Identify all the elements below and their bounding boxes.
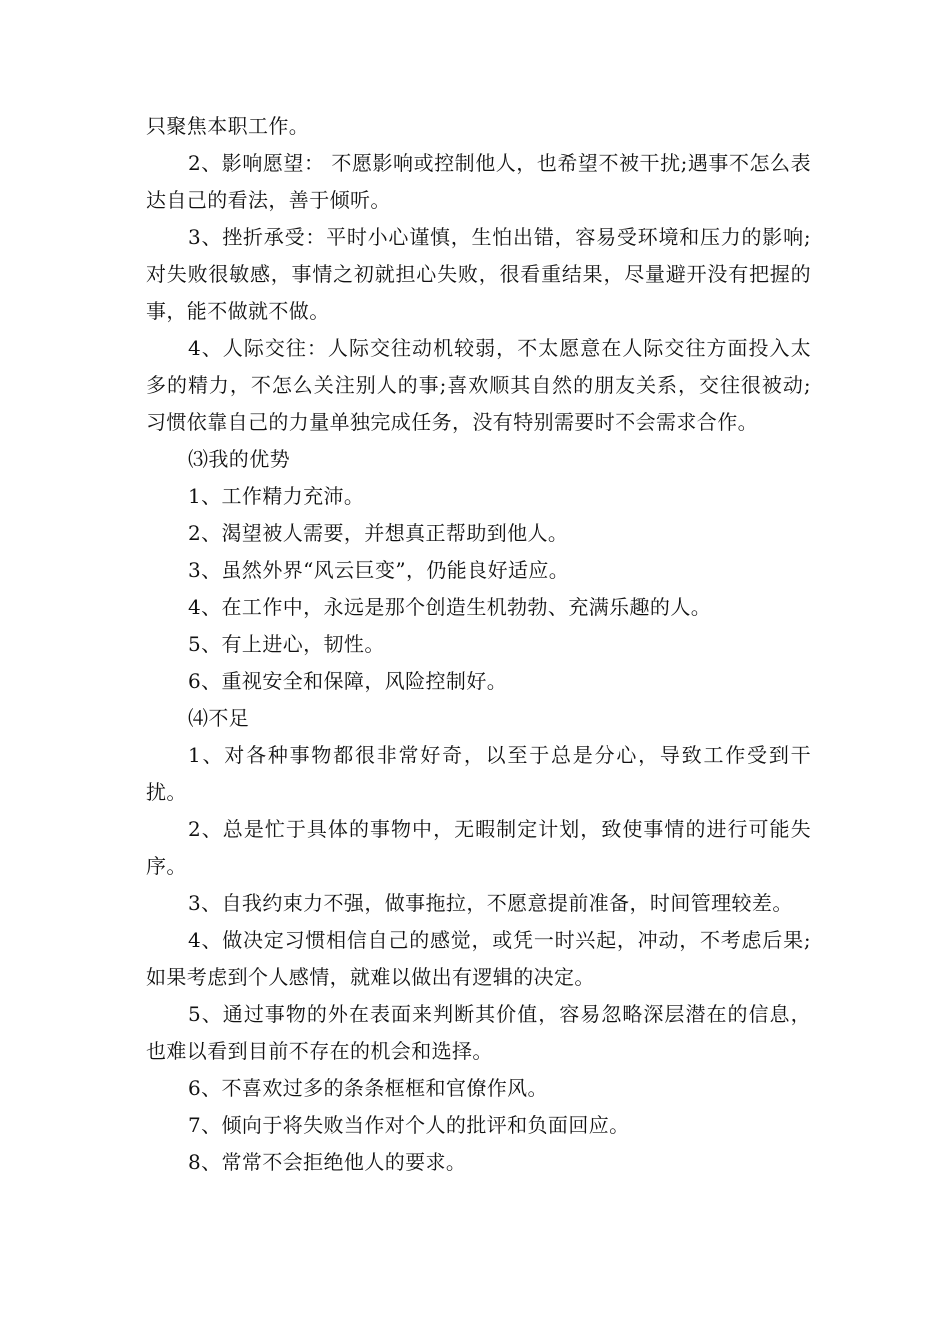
list-item: 2、总是忙于具体的事物中，无暇制定计划，致使事情的进行可能失序。 <box>146 817 811 878</box>
list-item: 7、倾向于将失败当作对个人的批评和负面回应。 <box>188 1113 630 1137</box>
paragraph: 2、影响愿望： 不愿影响或控制他人，也希望不被干扰;遇事不怎么表达自己的看法，善于倾听。 <box>146 151 811 212</box>
paragraph: 3、挫折承受：平时小心谨慎，生怕出错，容易受环境和压力的影响;对失败很敏感，事情之初就担心失败，很看重结果，尽量避开没有把握的事，能不做就不做。 <box>146 225 811 323</box>
list-item: 4、在工作中，永远是那个创造生机勃勃、充满乐趣的人。 <box>188 595 712 619</box>
list-item: 1、工作精力充沛。 <box>188 484 365 508</box>
section-heading-strengths: ⑶我的优势 <box>188 447 290 471</box>
list-item: 8、常常不会拒绝他人的要求。 <box>188 1150 467 1174</box>
paragraph: 4、人际交往：人际交往动机较弱，不太愿意在人际交往方面投入太多的精力，不怎么关注别人的事;喜欢顺其自然的朋友关系，交往很被动;习惯依靠自己的力量单独完成任务，没有特别需要时不会需求合作。 <box>146 336 811 434</box>
section-heading-weaknesses: ⑷不足 <box>188 706 250 730</box>
list-item: 3、自我约束力不强，做事拖拉，不愿意提前准备，时间管理较差。 <box>188 891 793 915</box>
list-item: 5、通过事物的外在表面来判断其价值，容易忽略深层潜在的信息，也难以看到目前不存在的机会和选择。 <box>146 1002 811 1063</box>
document-body <box>146 108 811 1181</box>
paragraph: 只聚焦本职工作。 <box>146 114 310 138</box>
list-item: 1、对各种事物都很非常好奇，以至于总是分心，导致工作受到干扰。 <box>146 743 811 804</box>
list-item: 6、重视安全和保障，风险控制好。 <box>188 669 508 693</box>
list-item: 5、有上进心，韧性。 <box>188 632 385 656</box>
list-item: 6、不喜欢过多的条条框框和官僚作风。 <box>188 1076 548 1100</box>
list-item: 3、虽然外界“风云巨变”，仍能良好适应。 <box>188 558 570 582</box>
list-item: 4、做决定习惯相信自己的感觉，或凭一时兴起，冲动，不考虑后果;如果考虑到个人感情，就难以做出有逻辑的决定。 <box>146 928 811 989</box>
list-item: 2、渴望被人需要，并想真正帮助到他人。 <box>188 521 569 545</box>
